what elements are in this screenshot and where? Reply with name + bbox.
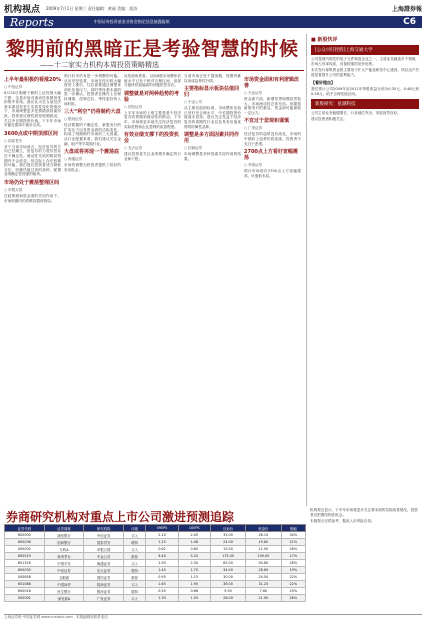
sidebar-paragraph: 本次发行募集资金将主要用于扩大产能及研发中心建设，项目达产后将显著提升公司的盈利能力。: [311, 68, 419, 77]
table-cell: 600016: [5, 588, 45, 595]
table-cell: 0.95: [146, 574, 178, 581]
table-cell: 30.00: [210, 574, 245, 581]
table-row: [5, 588, 306, 595]
table-cell: 000002: [5, 546, 45, 553]
table-cell: 28.60: [246, 567, 281, 574]
table-cell: 国泰君安: [84, 539, 124, 546]
sidebar-title: ■ 新股快评: [311, 37, 338, 43]
article-column: [244, 74, 301, 506]
article-column: [64, 74, 121, 506]
table-row: [5, 567, 306, 574]
table-cell: 34%: [281, 532, 305, 539]
section-text: 建议投资者关注业绩增长确定的行业和个股。: [124, 152, 181, 161]
table-cell: 5.20: [178, 553, 210, 560]
section-heading: 不宜过于悲观和谨慎: [244, 118, 290, 125]
sidebar-banner-2: 新股研究：星湖科技: [311, 99, 419, 109]
table-cell: 五粮液: [44, 574, 84, 581]
table-header-cell: 证券代码: [5, 525, 45, 532]
table-cell: 0.62: [146, 546, 178, 553]
section-text: 上半年市场的上涨主要是基于经济复苏的预期和流动性的推动。下半年，市场将更多地关注经济复苏的实际进程和企业盈利的改善程度。: [124, 110, 181, 129]
page-footer: 上海证券报·中国证券网 www.cnstock.com 本版编辑部联系电话: [4, 614, 422, 620]
table-cell: 1.15: [178, 574, 210, 581]
table-cell: 2.45: [178, 532, 210, 539]
table-row: [5, 560, 306, 567]
section-heading: 调整是多方面因素共同作用: [184, 132, 240, 145]
table-cell: 22%: [281, 574, 305, 581]
table-cell: 31.20: [246, 581, 281, 588]
table-cell: 贵州茅台: [44, 553, 84, 560]
section-heading: 大盘或将再现一个震荡底: [64, 149, 120, 156]
table-cell: 广发证券: [84, 595, 124, 602]
table-cell: 2.10: [146, 532, 178, 539]
table-cell: 银河证券: [84, 588, 124, 595]
table-cell: 600036: [5, 539, 45, 546]
table-cell: 买入: [123, 595, 145, 602]
table-cell: 买入: [123, 532, 145, 539]
table-cell: 21.90: [246, 595, 281, 602]
section-heading: 3600点或中期顶部区间: [4, 130, 58, 137]
table-cell: 增持: [123, 567, 145, 574]
table-cell: 光大证券: [84, 567, 124, 574]
headline-divider: [4, 70, 304, 71]
table-cell: 0.80: [178, 546, 210, 553]
table-header-cell: 10EPS: [178, 525, 210, 532]
column-name: 机构视点: [4, 4, 41, 15]
section-heading: 2700点上方看好宽幅震荡: [244, 149, 298, 162]
table-cell: 28.00: [210, 595, 245, 602]
table-row: [5, 532, 306, 539]
table-cell: 25%: [281, 588, 305, 595]
table-cell: 600000: [5, 532, 45, 539]
table-cell: 中信证券: [44, 567, 84, 574]
table-row: [5, 546, 306, 553]
section-text: 对于当前市场而言，经济复苏的方向已经确立，但复苏的力度仍然存在不确定性。流动性充裕的格局短期内不会改变，但边际上存在收紧的可能。我们建议投资者适当降低仓位，回避估值过高的品种，配置业绩确定性较强的板块。: [4, 144, 61, 177]
section-source: ○ 华泰证券: [244, 163, 263, 168]
note-paragraph: 本版观点仅供参考，据此入市风险自担。: [310, 519, 375, 524]
sidebar-paragraph: 公司主营业务稳健增长，行业地位突出，发展前景良好。: [311, 110, 401, 115]
table-cell: 50.80: [246, 560, 281, 567]
table-cell: 000858: [5, 574, 45, 581]
section-text: 经济数据的不确定性、新股发行的扩容压力以及资金面的边际变化，构成了短期制约市场的三大因素。从行业配置来看，我们建议关注金融、地产等早周期行业。: [64, 123, 121, 146]
table-cell: 万科A: [44, 546, 84, 553]
table-cell: 招商证券: [84, 581, 124, 588]
table-cell: 175.00: [210, 553, 245, 560]
table-cell: 1.70: [178, 567, 210, 574]
table-cell: 11.90: [246, 546, 281, 553]
sidebar-paragraph: 公司是国内领先的电子元件制造企业之一，主营业务涵盖多个领域，市场占有率较高，具备较强的竞争优势。: [311, 57, 419, 66]
article-column: [124, 74, 181, 506]
table-cell: 1.65: [146, 581, 178, 588]
section-source: ○ 中信证券: [4, 85, 23, 89]
table-cell: 601088: [5, 581, 45, 588]
table-row: [5, 581, 306, 588]
table-cell: 21%: [281, 539, 305, 546]
sidebar-label: 【看好理由】: [311, 80, 335, 86]
top-header: [4, 2, 422, 14]
table-cell: 17%: [281, 553, 305, 560]
table-cell: 增持: [123, 539, 145, 546]
table-header-cell: 09EPS: [146, 525, 178, 532]
table-cell: 1.45: [146, 567, 178, 574]
table-cell: 买入: [123, 546, 145, 553]
table-cell: 600519: [5, 553, 45, 560]
table-cell: 35.00: [210, 532, 245, 539]
section-source: ○ 国信证券: [124, 104, 143, 109]
table-cell: 1.90: [146, 560, 178, 567]
sidebar-paragraph: 建议投资者积极关注。: [311, 117, 347, 122]
table-cell: 0.55: [146, 588, 178, 595]
note-paragraph: 机构观点显示，下半年市场将更多关注基本面的实际改善情况，投资者应把握结构性机会。: [310, 508, 418, 517]
table-cell: 19%: [281, 567, 305, 574]
section-title: Reports: [10, 15, 54, 29]
table-header-cell: 评级: [123, 525, 145, 532]
forecast-table: [4, 524, 306, 612]
table-cell: 买入: [123, 560, 145, 567]
table-cell: 19.80: [246, 539, 281, 546]
sidebar-paragraph: 我们预计公司2009年至2011年每股收益分别为0.35元、0.46元和0.58元，给予合理估值区间。: [311, 87, 419, 96]
section-heading: 主要指标显示板块估值回归: [184, 86, 240, 99]
table-cell: 中国平安: [44, 560, 84, 567]
table-cell: 深发展A: [44, 595, 84, 602]
table-cell: 1.25: [146, 539, 178, 546]
table-cell: 中国神华: [44, 581, 84, 588]
table-cell: 24.00: [210, 539, 245, 546]
table-cell: 买入: [123, 581, 145, 588]
section-heading: 上半年最积极的看涨20%: [4, 77, 61, 83]
table-cell: 1.30: [146, 595, 178, 602]
table-cell: 4.40: [146, 553, 178, 560]
table-header-cell: 收盘价: [246, 525, 281, 532]
section-source: ○ 兴业证券: [244, 91, 263, 95]
issue-meta: 2009年7月1日 星期三 责任编辑：黄丽 美编：聂涛: [46, 5, 138, 11]
table-cell: 1.90: [178, 581, 210, 588]
table-cell: 中金公司: [84, 553, 124, 560]
table-cell: 浦发银行: [44, 532, 84, 539]
table-cell: 民生银行: [44, 588, 84, 595]
table-row: [5, 574, 306, 581]
section-heading: 有效业绩支撑下的投资机会: [124, 132, 180, 145]
table-cell: 34.00: [210, 567, 245, 574]
table-cell: 26.10: [246, 532, 281, 539]
sub-headline: ——十二家实力机构本周投资策略精选: [40, 61, 159, 69]
section-bar: [4, 16, 422, 28]
table-header-cell: 证券简称: [44, 525, 84, 532]
table-cell: 0.66: [178, 588, 210, 595]
section-text: 市场调整是多种因素共同作用的结果。: [184, 152, 241, 161]
table-cell: 国信证券: [84, 574, 124, 581]
table-cell: 推荐: [123, 574, 145, 581]
section-text: 预计后市仍有进一步调整的可能。从历史经验看，市场在经历较大幅度的上涨后，往往需要通过调整来消化估值压力，同时等待基本面的进一步确认。投资者在操作上应保持谨慎，控制仓位，等待更好的入场时机。: [64, 74, 121, 106]
table-cell: 600030: [5, 567, 45, 574]
table-cell: 601318: [5, 560, 45, 567]
table-cell: 招商银行: [44, 539, 84, 546]
table-row: [5, 539, 306, 546]
bottom-right-notes: [308, 508, 422, 612]
table-cell: 1.55: [178, 595, 210, 602]
section-text: 预计市场将在2700点上方宽幅震荡，可逢低布局。: [244, 169, 301, 178]
article-body: [4, 74, 304, 506]
table-row: [5, 595, 306, 602]
section-heading: 三大“利空”仍将制约大盘: [64, 109, 121, 116]
section-source: ○ 申银万国: [4, 187, 23, 192]
table-cell: 24.50: [246, 574, 281, 581]
table-cell: 申银万国: [84, 546, 124, 553]
article-column: [4, 74, 61, 506]
table-cell: 28%: [281, 595, 305, 602]
slogan: 中国证券投资基金业协会指定信息披露报纸: [93, 19, 170, 24]
table-cell: 000001: [5, 595, 45, 602]
table-headline: 券商研究机构对重点上市公司激进预测追踪: [6, 510, 235, 524]
table-cell: 7.60: [246, 588, 281, 595]
section-text: 经济复苏的趋势没有改变，市场的中期向上趋势仍将延续，投资者不宜过于悲观。: [244, 132, 301, 146]
sidebar: [306, 34, 423, 506]
table-cell: 1.48: [178, 539, 210, 546]
section-heading: 市场仍处于震荡整理区间: [4, 179, 60, 186]
article-column: [184, 74, 241, 506]
section-text: 从估值角度看，目前A股市场整体估值水平已处于相对合理区间，但部分板块估值偏高的问题依然存在。: [124, 74, 181, 88]
table-row: [5, 553, 306, 560]
table-cell: 38.00: [210, 581, 245, 588]
section-text: 6月20日刚刚下修的上证综指大幅下跌，这是市场对流动性收紧担忧的集中体现。我们认为在当前经济基本面没有发生实质性变化的情况下，市场调整更多是情绪面因素所致，投资者应理性看待短期波动，关注中长期投资价值。下半年市场可能在震荡中逐步走高。: [4, 91, 61, 128]
section-source: ○ 银河证券: [64, 117, 83, 122]
table-cell: 中信证券: [84, 532, 124, 539]
table-cell: 28%: [281, 560, 305, 567]
section-heading: 调整就是对两种趋势的考验: [124, 90, 180, 103]
main-headline: 黎明前的黑暗正是考验智慧的时候: [6, 38, 299, 60]
section-text: 资金面方面，新增信贷规模依然较大，市场流动性总体充裕。但随着新股发行的重启，资金面可能面临一定压力。: [244, 97, 301, 115]
section-text: 市场的调整为投资者提供了较好的布局机会。: [64, 163, 121, 172]
section-source: ○ 中金公司: [184, 100, 203, 105]
table-cell: 增持: [123, 588, 145, 595]
section-source: ○ 广发证券: [244, 126, 263, 131]
table-cell: 149.00: [246, 553, 281, 560]
table-header-cell: 目标价: [210, 525, 245, 532]
section-source: ○ 国泰君安: [4, 138, 23, 143]
table-cell: 65.00: [210, 560, 245, 567]
table-cell: 15.00: [210, 546, 245, 553]
table-header-cell: 研究机构: [84, 525, 124, 532]
table-cell: 推荐: [123, 553, 145, 560]
newspaper-logo: 上海證券報: [391, 5, 422, 13]
section-source: ○ 招商证券: [184, 146, 203, 151]
page-number: C6: [403, 17, 416, 27]
section-text: 从主要估值指标看，市场整体估值已回归至合理水平，中长期投资价值逐步显现。建议关注受益于经济复苏的周期性行业以及具有估值优势的防御性品种。: [184, 106, 241, 129]
table-cell: 26%: [281, 546, 305, 553]
section-source: ○ 海通证券: [64, 157, 83, 162]
table-cell: 2.30: [178, 560, 210, 567]
section-text: 在政策面和资金面的共同作用下，市场短期内仍将维持震荡格局。: [4, 193, 61, 203]
table-header-cell: 涨幅: [281, 525, 305, 532]
table-cell: 9.50: [210, 588, 245, 595]
section-text: 当前市场正处于震荡期，短期内难以形成趋势性行情。: [184, 74, 241, 83]
sidebar-banner: [公众兴旺控股]上海交通大学: [311, 45, 419, 55]
table-cell: 海通证券: [84, 560, 124, 567]
table-cell: 22%: [281, 581, 305, 588]
section-heading: 市场资金面和有利逻辑改善: [244, 77, 300, 89]
section-source: ○ 光大证券: [124, 146, 143, 151]
